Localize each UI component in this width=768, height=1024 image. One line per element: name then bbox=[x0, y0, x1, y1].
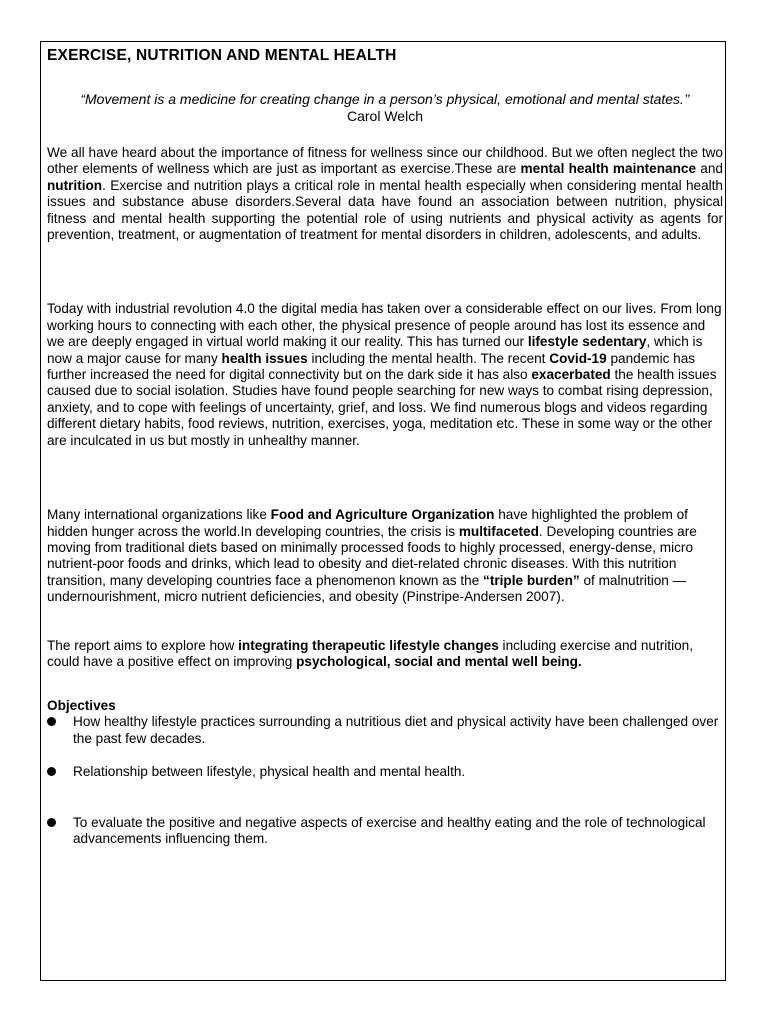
bullet-icon bbox=[47, 767, 56, 776]
emphasis: “triple burden” bbox=[483, 572, 580, 588]
paragraph-nutrition-transition: Many international organizations like Food and Agriculture Organization have highlighted the problem of hidden hunger across the world.In developing countries, the crisis is multifaceted. Developing countries are moving from traditional diets based on minimally processed foods to highly processed, energy-dense, micro nutrient-poor foods and drinks, which lead to obesity and diet-related chronic diseases. With this nutrition transition, many developing countries face a phenomenon known as the “triple burden” of malnutrition — undernourishment, micro nutrient deficiencies, and obesity (Pinstripe-Andersen 2007). bbox=[47, 507, 697, 605]
emphasis: integrating therapeutic lifestyle changes bbox=[238, 637, 499, 653]
list-item: Relationship between lifestyle, physical health and mental health. bbox=[47, 764, 723, 781]
emphasis: Food and Agriculture Organization bbox=[270, 507, 495, 523]
document-body bbox=[47, 46, 723, 848]
epigraph-quote: “Movement is a medicine for creating change in a person’s physical, emotional and mental states.’’ bbox=[80, 91, 690, 107]
epigraph-author: Carol Welch bbox=[347, 107, 423, 124]
emphasis: mental health maintenance bbox=[520, 161, 697, 177]
bullet-icon bbox=[47, 818, 56, 827]
paragraph-intro: We all have heard about the importance of fitness for wellness since our childhood. But we often neglect the two other elements of wellness which are just as important as exercise.These are mental health maintenance and nutrition. Exercise and nutrition plays a critical role in mental health especially when considering mental health issues and substance abuse disorders.Several data have found an association between nutrition, physical fitness and mental health supporting the potential role of using nutrients and physical activity as agents for prevention, treatment, or augmentation of treatment for mental disorders in children, adolescents, and adults. bbox=[47, 145, 723, 243]
emphasis: psychological, social and mental well being. bbox=[296, 653, 582, 669]
objectives-heading: Objectives bbox=[47, 698, 116, 714]
emphasis: lifestyle sedentary bbox=[527, 334, 647, 350]
emphasis: health issues bbox=[221, 350, 308, 366]
emphasis: exacerbated bbox=[531, 367, 611, 383]
paragraph-digital-media: Today with industrial revolution 4.0 the digital media has taken over a considerable effect on our lives. From long working hours to connecting with each other, the physical presence of people around has lost its essence and we are deeply engaged in virtual world making it our reality. This has turned our lifestyle sedentary, which is now a major cause for many health issues including the mental health. The recent Covid-19 pandemic has further increased the need for digital connectivity but on the dark side it has also exacerbated the health issues caused due to social isolation. Studies have found people searching for new ways to combat rising depression, anxiety, and to cope with feelings of uncertainty, grief, and loss. We find numerous blogs and videos regarding different dietary habits, food reviews, nutrition, exercises, yoga, meditation etc. These in some way or the other are inculcated in us but mostly in unhealthy manner. bbox=[47, 301, 722, 448]
bullet-icon bbox=[47, 717, 56, 726]
emphasis: multifaceted bbox=[458, 523, 539, 539]
emphasis: nutrition bbox=[47, 177, 103, 193]
emphasis: Covid-19 bbox=[549, 350, 607, 366]
objectives-list bbox=[47, 714, 723, 848]
list-item: How healthy lifestyle practices surrounding a nutritious diet and physical activity have been challenged over the past few decades. bbox=[47, 714, 723, 747]
paragraph-report-aim: The report aims to explore how integrating therapeutic lifestyle changes including exercise and nutrition, could have a positive effect on improving psychological, social and mental well being. bbox=[47, 637, 693, 669]
document-title: EXERCISE, NUTRITION AND MENTAL HEALTH bbox=[47, 47, 397, 64]
list-item: To evaluate the positive and negative aspects of exercise and healthy eating and the role of technological advancements influencing them. bbox=[47, 815, 723, 848]
